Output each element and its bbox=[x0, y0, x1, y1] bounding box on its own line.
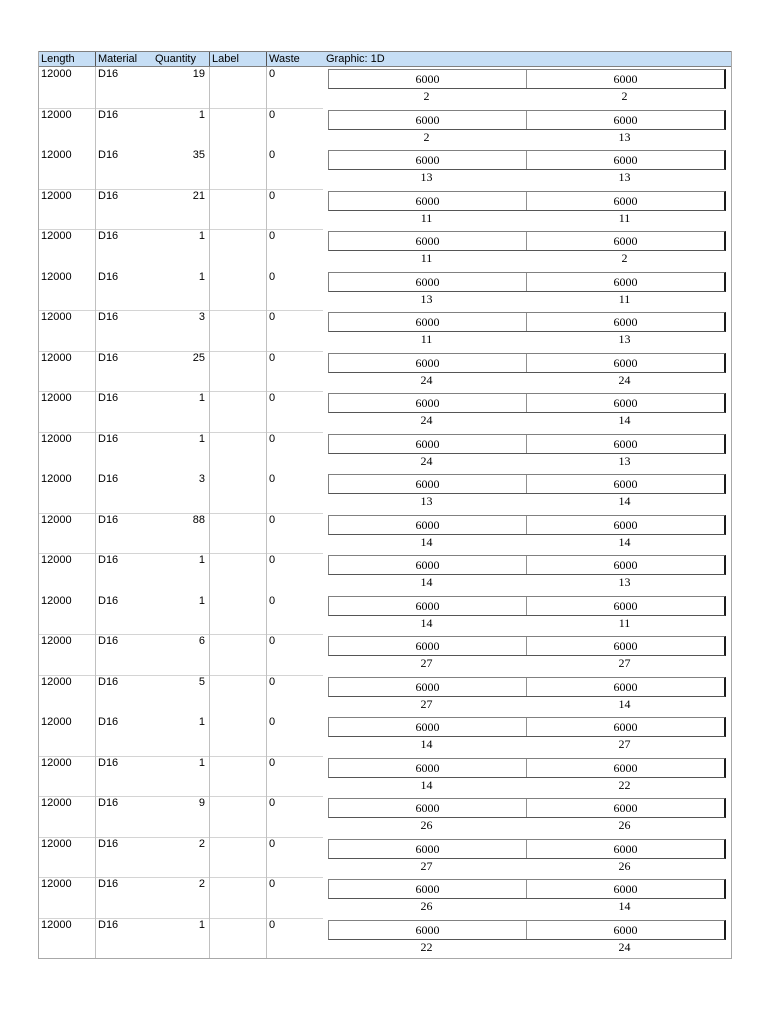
piece-segment: 6000 bbox=[613, 72, 638, 86]
waste-cell: 0 bbox=[269, 797, 276, 809]
piece-label: 2 bbox=[423, 89, 430, 103]
cutting-bar bbox=[328, 150, 726, 170]
material-cell: D16 bbox=[98, 837, 119, 850]
table-row bbox=[39, 229, 731, 270]
quantity-cell: 1 bbox=[198, 594, 205, 607]
material-cell: D16 bbox=[98, 270, 119, 283]
piece-segment: 6000 bbox=[613, 598, 638, 613]
quantity-cell: 2 bbox=[198, 878, 205, 890]
piece-label: 13 bbox=[420, 170, 433, 184]
waste-cell: 0 bbox=[269, 432, 276, 445]
cutting-bar bbox=[328, 596, 726, 616]
piece-segment: 6000 bbox=[329, 111, 527, 129]
piece-segment: 6000 bbox=[613, 679, 638, 694]
length-cell: 12000 bbox=[41, 635, 72, 647]
piece-segment: 6000 bbox=[329, 718, 527, 736]
column-divider bbox=[266, 67, 267, 958]
table-row bbox=[39, 270, 731, 311]
length-cell: 12000 bbox=[41, 797, 72, 809]
table-row bbox=[39, 472, 731, 513]
piece-label: 27 bbox=[618, 737, 631, 751]
waste-cell: 0 bbox=[269, 270, 276, 283]
material-cell: D16 bbox=[98, 189, 119, 202]
waste-cell: 0 bbox=[269, 513, 276, 526]
material-cell: D16 bbox=[98, 716, 119, 728]
length-cell: 12000 bbox=[41, 432, 72, 445]
length-cell: 12000 bbox=[41, 392, 72, 404]
material-cell: D16 bbox=[98, 594, 119, 607]
material-cell: D16 bbox=[98, 230, 119, 242]
piece-label: 11 bbox=[420, 210, 433, 225]
quantity-cell: 1 bbox=[198, 554, 205, 566]
quantity-cell: 1 bbox=[198, 392, 205, 404]
table-row bbox=[39, 837, 731, 878]
cutting-bar bbox=[328, 515, 726, 535]
table-row bbox=[39, 877, 731, 918]
waste-cell: 0 bbox=[269, 189, 276, 202]
waste-cell: 0 bbox=[269, 311, 276, 323]
material-cell: D16 bbox=[98, 392, 119, 404]
piece-label: 14 bbox=[420, 534, 433, 549]
piece-label: 26 bbox=[420, 899, 433, 913]
cutting-bar bbox=[328, 231, 726, 251]
piece-segment: 6000 bbox=[613, 396, 638, 410]
piece-label: 11 bbox=[618, 291, 631, 306]
piece-label: 13 bbox=[618, 129, 631, 144]
header-material: Material bbox=[98, 53, 138, 65]
table-row bbox=[39, 513, 731, 554]
material-cell: D16 bbox=[98, 918, 119, 931]
piece-segment: 6000 bbox=[329, 516, 527, 534]
waste-cell: 0 bbox=[269, 594, 276, 607]
quantity-cell: 19 bbox=[192, 68, 205, 80]
quantity-cell: 3 bbox=[198, 473, 205, 485]
quantity-cell: 25 bbox=[192, 351, 205, 364]
table-row bbox=[39, 351, 731, 392]
piece-segment: 6000 bbox=[329, 678, 527, 696]
piece-segment: 6000 bbox=[613, 193, 638, 208]
piece-label: 13 bbox=[420, 291, 433, 306]
piece-label: 14 bbox=[618, 413, 631, 427]
material-cell: D16 bbox=[98, 473, 119, 485]
piece-segment: 6000 bbox=[329, 840, 527, 858]
waste-cell: 0 bbox=[269, 635, 276, 647]
table-row bbox=[39, 918, 731, 959]
material-cell: D16 bbox=[98, 108, 119, 121]
quantity-cell: 9 bbox=[198, 797, 205, 809]
cutting-bar bbox=[328, 434, 726, 454]
piece-label: 2 bbox=[621, 89, 628, 103]
piece-segment: 6000 bbox=[329, 556, 527, 574]
piece-segment: 6000 bbox=[329, 192, 527, 210]
quantity-cell: 35 bbox=[192, 149, 205, 161]
material-cell: D16 bbox=[98, 513, 119, 526]
length-cell: 12000 bbox=[41, 230, 72, 242]
piece-label: 13 bbox=[420, 494, 433, 508]
waste-cell: 0 bbox=[269, 716, 276, 728]
cutting-bar bbox=[328, 920, 726, 940]
length-cell: 12000 bbox=[41, 351, 72, 364]
header-length: Length bbox=[41, 53, 75, 65]
material-cell: D16 bbox=[98, 797, 119, 809]
length-cell: 12000 bbox=[41, 149, 72, 161]
waste-cell: 0 bbox=[269, 837, 276, 850]
header-divider bbox=[266, 52, 267, 66]
material-cell: D16 bbox=[98, 68, 119, 80]
header-quantity: Quantity bbox=[155, 53, 196, 65]
waste-cell: 0 bbox=[269, 756, 276, 769]
length-cell: 12000 bbox=[41, 918, 72, 931]
quantity-cell: 6 bbox=[198, 635, 205, 647]
material-cell: D16 bbox=[98, 149, 119, 161]
waste-cell: 0 bbox=[269, 149, 276, 161]
header-waste: Waste bbox=[269, 53, 300, 65]
material-cell: D16 bbox=[98, 675, 119, 688]
cutting-bar bbox=[328, 839, 726, 859]
table-row bbox=[39, 148, 731, 189]
table-row bbox=[39, 67, 731, 108]
quantity-cell: 88 bbox=[192, 513, 205, 526]
piece-label: 11 bbox=[420, 332, 433, 346]
cutting-report-table bbox=[38, 51, 732, 959]
table-row bbox=[39, 715, 731, 756]
piece-segment: 6000 bbox=[329, 475, 527, 493]
table-row bbox=[39, 432, 731, 473]
table-row bbox=[39, 756, 731, 797]
table-row bbox=[39, 310, 731, 351]
waste-cell: 0 bbox=[269, 554, 276, 566]
length-cell: 12000 bbox=[41, 756, 72, 769]
piece-label: 26 bbox=[420, 818, 433, 832]
cutting-bar bbox=[328, 272, 726, 292]
waste-cell: 0 bbox=[269, 230, 276, 242]
header-divider bbox=[209, 52, 210, 66]
piece-segment: 6000 bbox=[329, 597, 527, 615]
piece-segment: 6000 bbox=[329, 921, 527, 939]
table-row bbox=[39, 675, 731, 716]
piece-label: 24 bbox=[618, 372, 631, 387]
material-cell: D16 bbox=[98, 311, 119, 323]
material-cell: D16 bbox=[98, 756, 119, 769]
length-cell: 12000 bbox=[41, 594, 72, 607]
cutting-bar bbox=[328, 636, 726, 656]
waste-cell: 0 bbox=[269, 68, 276, 80]
waste-cell: 0 bbox=[269, 675, 276, 688]
piece-label: 13 bbox=[618, 575, 631, 589]
piece-segment: 6000 bbox=[613, 558, 638, 572]
piece-segment: 6000 bbox=[329, 151, 527, 169]
waste-cell: 0 bbox=[269, 108, 276, 121]
piece-segment: 6000 bbox=[613, 639, 638, 653]
piece-segment: 6000 bbox=[613, 882, 638, 896]
piece-label: 14 bbox=[420, 615, 433, 630]
piece-segment: 6000 bbox=[613, 112, 638, 127]
piece-label: 13 bbox=[618, 453, 631, 468]
length-cell: 12000 bbox=[41, 311, 72, 323]
quantity-cell: 3 bbox=[198, 311, 205, 323]
cutting-bar bbox=[328, 474, 726, 494]
piece-segment: 6000 bbox=[613, 153, 638, 167]
piece-segment: 6000 bbox=[613, 436, 638, 451]
piece-label: 13 bbox=[618, 332, 631, 346]
piece-label: 27 bbox=[420, 696, 433, 711]
table-header bbox=[39, 51, 731, 67]
piece-label: 14 bbox=[618, 494, 631, 508]
piece-segment: 6000 bbox=[613, 274, 638, 289]
piece-label: 27 bbox=[420, 656, 433, 670]
piece-label: 11 bbox=[420, 251, 433, 265]
length-cell: 12000 bbox=[41, 716, 72, 728]
piece-label: 26 bbox=[618, 858, 631, 873]
cutting-bar bbox=[328, 69, 726, 89]
waste-cell: 0 bbox=[269, 473, 276, 485]
quantity-cell: 1 bbox=[198, 432, 205, 445]
piece-segment: 6000 bbox=[613, 720, 638, 734]
table-body bbox=[39, 67, 731, 958]
cutting-bar bbox=[328, 312, 726, 332]
length-cell: 12000 bbox=[41, 513, 72, 526]
piece-segment: 6000 bbox=[329, 313, 527, 331]
piece-segment: 6000 bbox=[329, 880, 527, 898]
material-cell: D16 bbox=[98, 351, 119, 364]
cutting-bar bbox=[328, 677, 726, 697]
piece-segment: 6000 bbox=[329, 354, 527, 372]
material-cell: D16 bbox=[98, 432, 119, 445]
piece-segment: 6000 bbox=[613, 477, 638, 491]
length-cell: 12000 bbox=[41, 837, 72, 850]
length-cell: 12000 bbox=[41, 108, 72, 121]
piece-label: 14 bbox=[420, 777, 433, 792]
quantity-cell: 1 bbox=[198, 230, 205, 242]
piece-segment: 6000 bbox=[329, 232, 527, 250]
material-cell: D16 bbox=[98, 878, 119, 890]
piece-label: 11 bbox=[618, 615, 631, 630]
quantity-cell: 1 bbox=[198, 716, 205, 728]
piece-label: 2 bbox=[621, 251, 628, 265]
piece-segment: 6000 bbox=[613, 801, 638, 815]
length-cell: 12000 bbox=[41, 68, 72, 80]
piece-label: 2 bbox=[423, 129, 430, 144]
piece-label: 24 bbox=[420, 453, 433, 468]
length-cell: 12000 bbox=[41, 878, 72, 890]
piece-label: 14 bbox=[420, 575, 433, 589]
piece-segment: 6000 bbox=[613, 841, 638, 856]
piece-segment: 6000 bbox=[613, 315, 638, 329]
quantity-cell: 1 bbox=[198, 756, 205, 769]
column-divider bbox=[95, 67, 96, 958]
piece-segment: 6000 bbox=[329, 435, 527, 453]
piece-segment: 6000 bbox=[613, 355, 638, 370]
cutting-bar bbox=[328, 110, 726, 130]
piece-label: 24 bbox=[618, 939, 631, 954]
material-cell: D16 bbox=[98, 554, 119, 566]
length-cell: 12000 bbox=[41, 189, 72, 202]
piece-segment: 6000 bbox=[329, 394, 527, 412]
piece-label: 14 bbox=[420, 737, 433, 751]
table-row bbox=[39, 634, 731, 675]
header-label: Label bbox=[212, 53, 239, 65]
piece-label: 22 bbox=[618, 777, 631, 792]
piece-label: 14 bbox=[618, 899, 631, 913]
piece-label: 14 bbox=[618, 696, 631, 711]
length-cell: 12000 bbox=[41, 270, 72, 283]
waste-cell: 0 bbox=[269, 878, 276, 890]
piece-segment: 6000 bbox=[613, 760, 638, 775]
piece-segment: 6000 bbox=[613, 517, 638, 532]
waste-cell: 0 bbox=[269, 351, 276, 364]
piece-label: 27 bbox=[618, 656, 631, 670]
header-graphic: Graphic: 1D bbox=[326, 53, 385, 65]
piece-segment: 6000 bbox=[329, 799, 527, 817]
length-cell: 12000 bbox=[41, 554, 72, 566]
piece-segment: 6000 bbox=[329, 637, 527, 655]
piece-label: 26 bbox=[618, 818, 631, 832]
table-row bbox=[39, 553, 731, 594]
piece-label: 13 bbox=[618, 170, 631, 184]
table-row bbox=[39, 391, 731, 432]
cutting-bar bbox=[328, 879, 726, 899]
cutting-bar bbox=[328, 798, 726, 818]
piece-label: 24 bbox=[420, 413, 433, 427]
piece-segment: 6000 bbox=[329, 70, 527, 88]
piece-segment: 6000 bbox=[613, 234, 638, 248]
piece-segment: 6000 bbox=[329, 759, 527, 777]
quantity-cell: 1 bbox=[198, 108, 205, 121]
piece-label: 14 bbox=[618, 534, 631, 549]
quantity-cell: 5 bbox=[198, 675, 205, 688]
waste-cell: 0 bbox=[269, 392, 276, 404]
waste-cell: 0 bbox=[269, 918, 276, 931]
length-cell: 12000 bbox=[41, 473, 72, 485]
header-divider bbox=[95, 52, 96, 66]
cutting-bar bbox=[328, 191, 726, 211]
piece-label: 24 bbox=[420, 372, 433, 387]
quantity-cell: 21 bbox=[192, 189, 205, 202]
table-row bbox=[39, 594, 731, 635]
column-divider bbox=[209, 67, 210, 958]
material-cell: D16 bbox=[98, 635, 119, 647]
cutting-bar bbox=[328, 758, 726, 778]
length-cell: 12000 bbox=[41, 675, 72, 688]
cutting-bar bbox=[328, 353, 726, 373]
quantity-cell: 2 bbox=[198, 837, 205, 850]
table-row bbox=[39, 796, 731, 837]
quantity-cell: 1 bbox=[198, 270, 205, 283]
cutting-bar bbox=[328, 555, 726, 575]
piece-label: 27 bbox=[420, 858, 433, 873]
table-row bbox=[39, 189, 731, 230]
piece-label: 22 bbox=[420, 939, 433, 954]
quantity-cell: 1 bbox=[198, 918, 205, 931]
cutting-bar bbox=[328, 717, 726, 737]
cutting-bar bbox=[328, 393, 726, 413]
piece-segment: 6000 bbox=[613, 922, 638, 937]
piece-segment: 6000 bbox=[329, 273, 527, 291]
piece-label: 11 bbox=[618, 210, 631, 225]
table-row bbox=[39, 108, 731, 149]
